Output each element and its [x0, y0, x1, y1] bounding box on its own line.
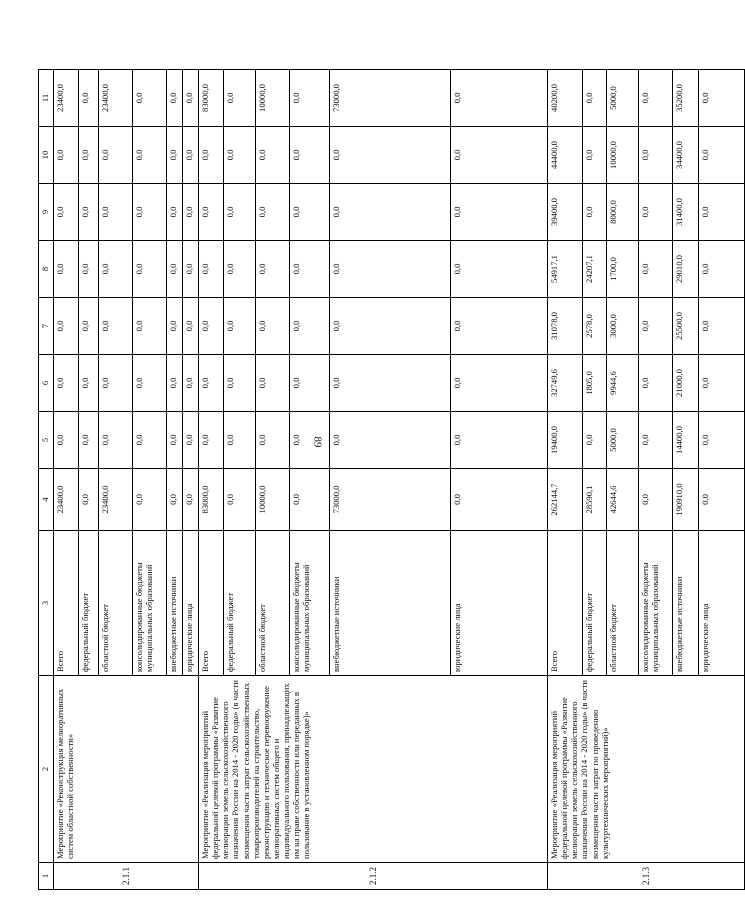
column-number: 8: [39, 241, 54, 298]
value-cell: 0,0: [639, 355, 673, 412]
value-cell: 0,0: [699, 184, 745, 241]
value-cell: 0,0: [699, 355, 745, 412]
value-cell: 0,0: [639, 127, 673, 184]
funding-source: юридические лица: [451, 531, 548, 676]
funding-source: юридические лица: [183, 531, 199, 676]
value-cell: 0,0: [290, 241, 330, 298]
value-cell: 0,0: [639, 241, 673, 298]
value-cell: 9944,6: [607, 355, 639, 412]
value-cell: 0,0: [99, 355, 133, 412]
value-cell: 0,0: [79, 127, 99, 184]
value-cell: 0,0: [167, 469, 183, 531]
value-cell: 0,0: [183, 127, 199, 184]
value-cell: 0,0: [639, 184, 673, 241]
value-cell: 0,0: [79, 412, 99, 469]
value-cell: 0,0: [199, 355, 224, 412]
value-cell: 44400,0: [548, 127, 583, 184]
value-cell: 0,0: [290, 298, 330, 355]
value-cell: 21000,0: [673, 355, 699, 412]
value-cell: 0,0: [183, 184, 199, 241]
value-cell: 25500,0: [673, 298, 699, 355]
value-cell: 28590,1: [583, 469, 607, 531]
value-cell: 0,0: [79, 298, 99, 355]
value-cell: 0,0: [167, 241, 183, 298]
value-cell: 0,0: [224, 298, 256, 355]
header-row: [39, 70, 54, 890]
column-number: 7: [39, 298, 54, 355]
value-cell: 0,0: [330, 127, 451, 184]
value-cell: 0,0: [183, 70, 199, 127]
value-cell: 8000,0: [607, 184, 639, 241]
value-cell: 73000,0: [330, 70, 451, 127]
value-cell: 3000,0: [607, 298, 639, 355]
value-cell: 0,0: [79, 184, 99, 241]
value-cell: 0,0: [451, 469, 548, 531]
value-cell: 35200,0: [673, 70, 699, 127]
table-row: [54, 70, 79, 890]
value-cell: 0,0: [199, 412, 224, 469]
value-cell: 0,0: [133, 469, 167, 531]
section-code: 2.1.1: [54, 863, 199, 890]
value-cell: 1700,0: [607, 241, 639, 298]
value-cell: 10000,0: [607, 127, 639, 184]
funding-source: внебюджетные источники: [673, 531, 699, 676]
value-cell: 0,0: [224, 241, 256, 298]
funding-source: консолидированные бюджеты муниципальных образований: [290, 531, 330, 676]
column-number: 9: [39, 184, 54, 241]
value-cell: 0,0: [639, 70, 673, 127]
value-cell: 0,0: [133, 127, 167, 184]
table-row: [548, 70, 583, 890]
funding-source: консолидированные бюджеты муниципальных образований: [133, 531, 167, 676]
section-title: Мероприятие «Реконструкция мелиоративных систем областной собственности»: [54, 676, 199, 863]
value-cell: 0,0: [451, 412, 548, 469]
value-cell: 0,0: [290, 355, 330, 412]
value-cell: 0,0: [79, 355, 99, 412]
section-code: 2.1.2: [199, 863, 548, 890]
value-cell: 0,0: [256, 412, 290, 469]
column-number: 5: [39, 412, 54, 469]
value-cell: 0,0: [330, 241, 451, 298]
value-cell: 0,0: [451, 241, 548, 298]
value-cell: 1805,0: [583, 355, 607, 412]
value-cell: 0,0: [699, 127, 745, 184]
funding-source: Всего: [54, 531, 79, 676]
value-cell: 31400,0: [673, 184, 699, 241]
value-cell: 0,0: [699, 298, 745, 355]
value-cell: 19400,0: [548, 412, 583, 469]
value-cell: 0,0: [256, 241, 290, 298]
value-cell: 0,0: [183, 412, 199, 469]
value-cell: 73000,0: [330, 469, 451, 531]
value-cell: 0,0: [639, 412, 673, 469]
value-cell: 0,0: [54, 298, 79, 355]
column-number: 4: [39, 469, 54, 531]
value-cell: 0,0: [99, 184, 133, 241]
value-cell: 0,0: [583, 127, 607, 184]
value-cell: 23400,0: [54, 469, 79, 531]
value-cell: 40200,0: [548, 70, 583, 127]
value-cell: 0,0: [224, 184, 256, 241]
funding-source: областной бюджет: [607, 531, 639, 676]
value-cell: 54917,1: [548, 241, 583, 298]
funding-source: внебюджетные источники: [330, 531, 451, 676]
value-cell: 0,0: [133, 241, 167, 298]
value-cell: 0,0: [699, 241, 745, 298]
value-cell: 0,0: [167, 184, 183, 241]
value-cell: 2578,0: [583, 298, 607, 355]
value-cell: 0,0: [167, 355, 183, 412]
value-cell: 0,0: [583, 184, 607, 241]
value-cell: 0,0: [290, 70, 330, 127]
value-cell: 29010,0: [673, 241, 699, 298]
section-code: 2.1.3: [548, 863, 745, 890]
column-number: 10: [39, 127, 54, 184]
value-cell: 0,0: [54, 184, 79, 241]
section-title: Мероприятие «Реализация мероприятий федеральной целевой программы «Развитие мелиорации земель сельскохозяйственного назначения России на 2014 - 2020 годы» (в части возмещения части затрат сельскохозяйственных товаропроизводителей на строительство, реконструкцию и техническое перевооружение мелиоративных систем общего и индивидуального пользования, принадлежащих им на праве собственности или переданных в пользование в установленном порядке)»: [199, 676, 548, 863]
value-cell: 0,0: [183, 241, 199, 298]
value-cell: 0,0: [133, 412, 167, 469]
value-cell: 0,0: [183, 355, 199, 412]
value-cell: 0,0: [133, 70, 167, 127]
value-cell: 0,0: [79, 70, 99, 127]
value-cell: 0,0: [256, 184, 290, 241]
value-cell: 34400,0: [673, 127, 699, 184]
value-cell: 0,0: [583, 412, 607, 469]
value-cell: 0,0: [199, 298, 224, 355]
funding-source: юридические лица: [699, 531, 745, 676]
value-cell: 83000,0: [199, 70, 224, 127]
budget-table-rotated: [38, 70, 710, 890]
value-cell: 0,0: [330, 412, 451, 469]
value-cell: 0,0: [199, 127, 224, 184]
value-cell: 14400,0: [673, 412, 699, 469]
value-cell: 0,0: [290, 184, 330, 241]
value-cell: 0,0: [699, 469, 745, 531]
value-cell: 0,0: [79, 241, 99, 298]
value-cell: 5000,0: [607, 70, 639, 127]
value-cell: 0,0: [639, 469, 673, 531]
value-cell: 5000,0: [607, 412, 639, 469]
value-cell: 190910,0: [673, 469, 699, 531]
value-cell: 0,0: [290, 412, 330, 469]
value-cell: 0,0: [167, 412, 183, 469]
value-cell: 0,0: [699, 70, 745, 127]
value-cell: 0,0: [99, 298, 133, 355]
value-cell: 0,0: [199, 241, 224, 298]
page-number: 89: [311, 436, 324, 448]
value-cell: 23400,0: [99, 70, 133, 127]
value-cell: 0,0: [167, 298, 183, 355]
value-cell: 0,0: [54, 241, 79, 298]
value-cell: 262144,7: [548, 469, 583, 531]
value-cell: 10000,0: [256, 469, 290, 531]
value-cell: 0,0: [256, 355, 290, 412]
value-cell: 0,0: [290, 469, 330, 531]
value-cell: 0,0: [330, 355, 451, 412]
value-cell: 24207,1: [583, 241, 607, 298]
column-number: 3: [39, 531, 54, 676]
value-cell: 0,0: [330, 184, 451, 241]
value-cell: 0,0: [224, 127, 256, 184]
funding-source: федеральный бюджет: [79, 531, 99, 676]
value-cell: 32749,6: [548, 355, 583, 412]
funding-source: областной бюджет: [99, 531, 133, 676]
value-cell: 0,0: [639, 298, 673, 355]
value-cell: 39400,0: [548, 184, 583, 241]
value-cell: 0,0: [79, 469, 99, 531]
value-cell: 0,0: [54, 127, 79, 184]
column-number: 6: [39, 355, 54, 412]
value-cell: 0,0: [451, 70, 548, 127]
value-cell: 0,0: [99, 412, 133, 469]
value-cell: 0,0: [224, 412, 256, 469]
value-cell: 0,0: [290, 127, 330, 184]
funding-source: Всего: [548, 531, 583, 676]
value-cell: 83000,0: [199, 469, 224, 531]
value-cell: 0,0: [99, 241, 133, 298]
funding-source: консолидированные бюджеты муниципальных образований: [639, 531, 673, 676]
value-cell: 0,0: [451, 355, 548, 412]
value-cell: 0,0: [256, 298, 290, 355]
value-cell: 0,0: [451, 298, 548, 355]
column-number: 2: [39, 676, 54, 863]
funding-source: Всего: [199, 531, 224, 676]
value-cell: 0,0: [54, 412, 79, 469]
value-cell: 10000,0: [256, 70, 290, 127]
funding-source: федеральный бюджет: [583, 531, 607, 676]
section-title: Мероприятие «Реализация мероприятий федеральной целевой программы «Развитие мелиорации земель сельскохозяйственного назначения России на 2014 - 2020 годы» (в части возмещения части затрат по проведению культуртехнических мероприятий)»: [548, 676, 745, 863]
value-cell: 23400,0: [99, 469, 133, 531]
column-number: 11: [39, 70, 54, 127]
funding-source: внебюджетные источники: [167, 531, 183, 676]
table-row: [199, 70, 224, 890]
value-cell: 42644,6: [607, 469, 639, 531]
value-cell: 31078,0: [548, 298, 583, 355]
funding-source: федеральный бюджет: [224, 531, 256, 676]
value-cell: 0,0: [199, 184, 224, 241]
value-cell: 0,0: [224, 469, 256, 531]
value-cell: 0,0: [583, 70, 607, 127]
value-cell: 0,0: [54, 355, 79, 412]
value-cell: 0,0: [183, 298, 199, 355]
funding-source: областной бюджет: [256, 531, 290, 676]
value-cell: 0,0: [451, 127, 548, 184]
value-cell: 0,0: [699, 412, 745, 469]
column-number: 1: [39, 863, 54, 890]
value-cell: 23400,0: [54, 70, 79, 127]
value-cell: 0,0: [224, 70, 256, 127]
budget-table: [38, 69, 745, 890]
value-cell: 0,0: [133, 298, 167, 355]
value-cell: 0,0: [224, 355, 256, 412]
value-cell: 0,0: [133, 184, 167, 241]
value-cell: 0,0: [183, 469, 199, 531]
value-cell: 0,0: [133, 355, 167, 412]
value-cell: 0,0: [99, 127, 133, 184]
value-cell: 0,0: [167, 70, 183, 127]
value-cell: 0,0: [330, 298, 451, 355]
value-cell: 0,0: [451, 184, 548, 241]
value-cell: 0,0: [256, 127, 290, 184]
value-cell: 0,0: [167, 127, 183, 184]
